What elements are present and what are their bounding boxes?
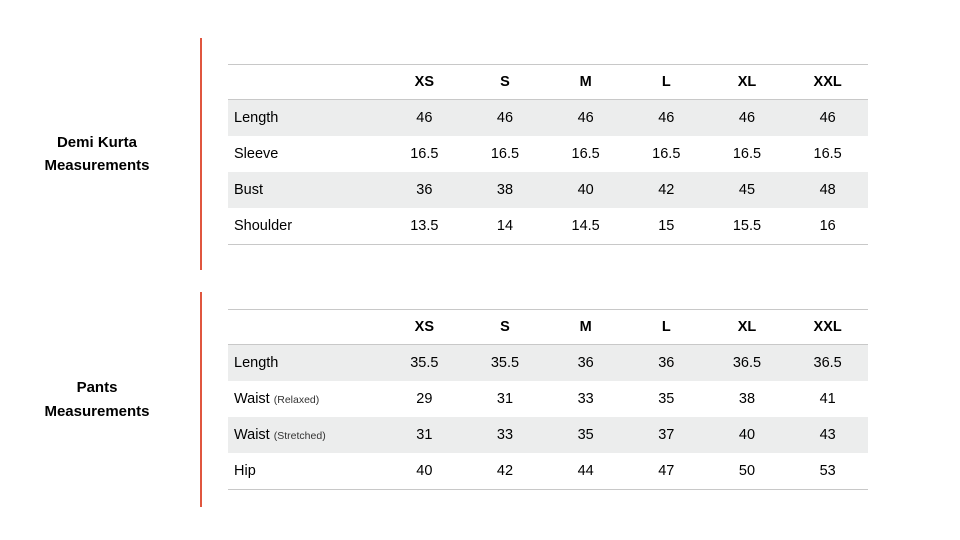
cell-xs: 29 xyxy=(416,391,433,407)
cell-m: 46 xyxy=(545,99,626,136)
table-body-demi-kurta xyxy=(228,99,868,244)
table-wrap-demi-kurta xyxy=(202,38,900,270)
section-label-line1: Demi Kurta xyxy=(56,133,137,151)
section-label-line2: Measurements xyxy=(44,402,150,420)
column-header-m: M xyxy=(545,64,626,99)
cell-l: 15 xyxy=(626,208,707,245)
section-label-line2: Measurements xyxy=(44,157,150,174)
row-label: Waist xyxy=(234,427,270,443)
cell-xxl: 48 xyxy=(787,172,868,208)
cell-s: 33 xyxy=(465,417,546,453)
table-row xyxy=(228,453,868,490)
column-header-xl: XL xyxy=(707,310,788,345)
row-label-qualifier: (Relaxed) xyxy=(273,394,320,406)
table-row xyxy=(228,208,868,245)
table-row xyxy=(228,136,868,172)
row-label: Waist xyxy=(234,391,270,407)
table-body-pants xyxy=(228,345,868,490)
column-header-l: L xyxy=(626,310,707,345)
column-header-s: S xyxy=(465,310,546,345)
column-header-xxl: XXL xyxy=(787,64,868,99)
table-row xyxy=(228,417,868,453)
cell-m: 36 xyxy=(545,345,626,382)
cell-s: 16.5 xyxy=(490,145,520,162)
row-label-cell xyxy=(228,453,384,490)
row-label: Sleeve xyxy=(234,145,279,162)
section-label-demi-kurta xyxy=(0,38,200,270)
row-label: Shoulder xyxy=(228,208,384,245)
cell-l: 36 xyxy=(626,345,707,382)
row-label-cell xyxy=(228,345,384,382)
cell-xl: 36.5 xyxy=(707,345,788,382)
section-label-line1: Pants xyxy=(76,379,118,397)
table-header-row xyxy=(228,310,868,345)
table-header-pants xyxy=(228,310,868,345)
column-header-xs: XS xyxy=(384,310,465,345)
cell-s: 35.5 xyxy=(465,345,546,382)
row-label: Length xyxy=(234,355,279,371)
cell-xxl: 41 xyxy=(819,391,836,407)
column-header-s: S xyxy=(465,64,546,99)
table-header-demi-kurta xyxy=(228,64,868,99)
section-demi-kurta xyxy=(0,38,900,270)
cell-m: 35 xyxy=(545,417,626,453)
cell-xl: 40 xyxy=(707,417,788,453)
table-row xyxy=(228,172,868,208)
cell-s: 42 xyxy=(465,453,546,490)
cell-s: 14 xyxy=(465,208,546,245)
table-header-row xyxy=(228,64,868,99)
cell-s: 31 xyxy=(496,391,514,407)
cell-xxl: 16.5 xyxy=(813,145,842,162)
cell-m: 33 xyxy=(577,391,594,407)
column-header-xl: XL xyxy=(707,64,788,99)
cell-s: 38 xyxy=(465,172,546,208)
cell-m: 14.5 xyxy=(545,208,626,245)
column-header-xs: XS xyxy=(384,64,465,99)
row-label: Bust xyxy=(228,172,384,208)
table-row xyxy=(228,381,868,417)
cell-xs: 35.5 xyxy=(384,345,465,382)
section-pants xyxy=(0,292,900,507)
cell-xxl: 46 xyxy=(787,99,868,136)
cell-l: 42 xyxy=(626,172,707,208)
cell-xl: 46 xyxy=(707,99,788,136)
cell-xl: 45 xyxy=(707,172,788,208)
column-header-l: L xyxy=(626,64,707,99)
column-header-m: M xyxy=(545,310,626,345)
cell-xxl: 53 xyxy=(787,453,868,490)
cell-l: 37 xyxy=(626,417,707,453)
table-wrap-pants xyxy=(202,292,900,507)
cell-xs: 36 xyxy=(384,172,465,208)
cell-m: 40 xyxy=(545,172,626,208)
section-label-pants xyxy=(0,292,200,507)
cell-l: 46 xyxy=(626,99,707,136)
row-label-cell xyxy=(228,417,384,453)
cell-xl: 16.5 xyxy=(732,145,762,162)
cell-xl: 50 xyxy=(707,453,788,490)
cell-m: 44 xyxy=(545,453,626,490)
size-table-pants xyxy=(228,309,868,490)
cell-xs: 13.5 xyxy=(384,208,465,245)
size-table-demi-kurta xyxy=(228,64,868,245)
row-label: Hip xyxy=(234,463,256,479)
cell-xs: 40 xyxy=(384,453,465,490)
cell-xs: 31 xyxy=(384,417,465,453)
table-row xyxy=(228,345,868,382)
column-header-measurement xyxy=(228,310,384,345)
cell-l: 47 xyxy=(626,453,707,490)
cell-xxl: 36.5 xyxy=(787,345,868,382)
row-label-qualifier: (Stretched) xyxy=(273,430,326,442)
row-label: Length xyxy=(228,99,384,136)
cell-m: 16.5 xyxy=(571,145,600,162)
cell-xs: 46 xyxy=(384,99,465,136)
cell-xxl: 16 xyxy=(787,208,868,245)
cell-xl: 15.5 xyxy=(707,208,788,245)
column-header-measurement xyxy=(228,64,384,99)
cell-xs: 16.5 xyxy=(410,145,439,162)
cell-l: 16.5 xyxy=(652,145,681,162)
column-header-xxl: XXL xyxy=(787,310,868,345)
cell-l: 35 xyxy=(658,391,675,407)
row-label-cell xyxy=(228,381,384,417)
table-row xyxy=(228,99,868,136)
cell-s: 46 xyxy=(465,99,546,136)
cell-xxl: 43 xyxy=(787,417,868,453)
cell-xl: 38 xyxy=(738,391,756,407)
